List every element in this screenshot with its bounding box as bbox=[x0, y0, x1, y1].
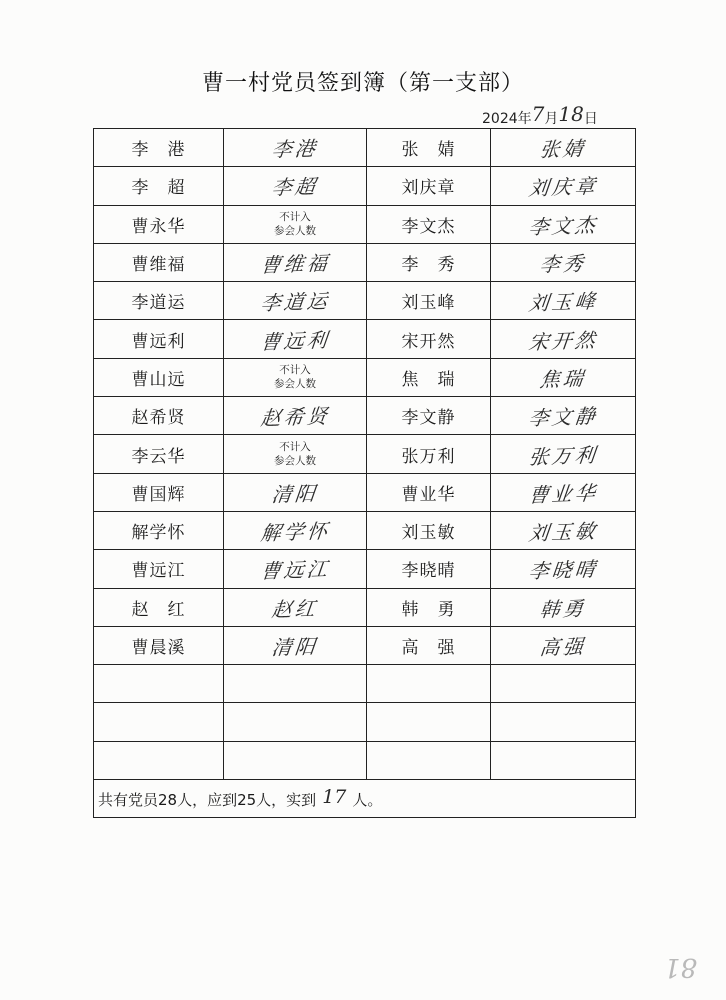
empty-cell bbox=[491, 741, 636, 779]
member-name: 赵希贤 bbox=[94, 397, 224, 435]
member-name: 曹国辉 bbox=[94, 473, 224, 511]
handwritten-signature: 张婧 bbox=[538, 136, 588, 162]
member-name: 高 强 bbox=[367, 626, 491, 664]
handwritten-signature: 韩勇 bbox=[538, 595, 588, 622]
summary-row bbox=[94, 780, 636, 818]
empty-cell bbox=[367, 703, 491, 741]
empty-cell bbox=[491, 703, 636, 741]
signature-cell bbox=[224, 397, 367, 435]
exclusion-note-line: 参会人数 bbox=[274, 455, 316, 468]
signature-cell bbox=[224, 473, 367, 511]
handwritten-signature: 曹远利 bbox=[258, 327, 331, 354]
member-name: 李 秀 bbox=[367, 243, 491, 281]
page-number-mark: 81 bbox=[664, 952, 698, 982]
handwritten-signature: 清阳 bbox=[270, 634, 320, 660]
handwritten-signature: 刘玉峰 bbox=[526, 289, 599, 316]
handwritten-signature: 李文静 bbox=[526, 404, 599, 431]
member-name: 曹业华 bbox=[367, 473, 491, 511]
exclusion-note-cell bbox=[224, 435, 367, 473]
member-name: 李 港 bbox=[94, 129, 224, 167]
signature-cell bbox=[491, 167, 636, 205]
member-name: 宋开然 bbox=[367, 320, 491, 358]
member-name: 李 超 bbox=[94, 167, 224, 205]
member-name: 刘玉峰 bbox=[367, 282, 491, 320]
empty-cell bbox=[94, 703, 224, 741]
handwritten-signature: 李秀 bbox=[538, 251, 588, 277]
empty-cell bbox=[94, 741, 224, 779]
date-month-handwritten: 7 bbox=[531, 102, 545, 126]
member-name: 李云华 bbox=[94, 435, 224, 473]
empty-cell bbox=[367, 741, 491, 779]
table-row bbox=[94, 473, 636, 511]
member-name: 李文杰 bbox=[367, 205, 491, 243]
signature-cell bbox=[224, 320, 367, 358]
table-row bbox=[94, 511, 636, 549]
member-name: 曹晨溪 bbox=[94, 626, 224, 664]
exclusion-note-line: 参会人数 bbox=[274, 378, 316, 391]
empty-cell bbox=[491, 665, 636, 703]
date-line bbox=[482, 104, 598, 128]
empty-cell bbox=[224, 665, 367, 703]
table-row bbox=[94, 550, 636, 588]
member-name: 张万利 bbox=[367, 435, 491, 473]
signature-cell bbox=[491, 511, 636, 549]
member-name: 赵 红 bbox=[94, 588, 224, 626]
handwritten-signature: 宋开然 bbox=[526, 327, 599, 354]
member-name: 李文静 bbox=[367, 397, 491, 435]
signature-cell bbox=[491, 282, 636, 320]
exclusion-note-line: 参会人数 bbox=[274, 225, 316, 238]
attendance-summary bbox=[94, 780, 636, 818]
member-name: 焦 瑞 bbox=[367, 358, 491, 396]
handwritten-signature: 曹远江 bbox=[258, 557, 331, 584]
member-name: 曹永华 bbox=[94, 205, 224, 243]
signature-cell bbox=[491, 473, 636, 511]
handwritten-signature: 张万利 bbox=[526, 442, 599, 469]
handwritten-signature: 李超 bbox=[270, 174, 320, 201]
handwritten-signature: 清阳 bbox=[270, 481, 320, 507]
signature-cell bbox=[491, 435, 636, 473]
actual-count-handwritten: 17 bbox=[322, 785, 347, 808]
signature-cell bbox=[224, 129, 367, 167]
handwritten-signature: 刘玉敏 bbox=[526, 518, 599, 546]
date-month-suffix: 月 bbox=[544, 111, 559, 127]
member-name: 刘玉敏 bbox=[367, 511, 491, 549]
signature-cell bbox=[224, 511, 367, 549]
member-name: 张 婧 bbox=[367, 129, 491, 167]
table-row bbox=[94, 167, 636, 205]
table-row bbox=[94, 626, 636, 664]
signature-cell bbox=[491, 550, 636, 588]
signature-cell bbox=[224, 588, 367, 626]
member-name: 李道运 bbox=[94, 282, 224, 320]
member-name: 曹维福 bbox=[94, 243, 224, 281]
table-row bbox=[94, 205, 636, 243]
exclusion-note-line: 不计入 bbox=[279, 211, 311, 224]
table-row bbox=[94, 435, 636, 473]
table-row bbox=[94, 588, 636, 626]
member-name: 曹山远 bbox=[94, 358, 224, 396]
exclusion-note-line: 不计入 bbox=[279, 364, 311, 377]
empty-row bbox=[94, 741, 636, 779]
handwritten-signature: 李文杰 bbox=[526, 212, 599, 239]
exclusion-note-cell bbox=[224, 205, 367, 243]
handwritten-signature: 解学怀 bbox=[258, 518, 331, 546]
handwritten-signature: 赵希贤 bbox=[258, 404, 331, 431]
table-row bbox=[94, 397, 636, 435]
empty-cell bbox=[224, 741, 367, 779]
exclusion-note-line: 不计入 bbox=[279, 441, 311, 454]
signature-cell bbox=[491, 320, 636, 358]
date-day-handwritten: 18 bbox=[558, 102, 584, 126]
member-name: 刘庆章 bbox=[367, 167, 491, 205]
empty-cell bbox=[94, 665, 224, 703]
page-title: 曹一村党员签到簿（第一支部） bbox=[201, 71, 524, 96]
handwritten-signature: 曹业华 bbox=[526, 480, 599, 508]
signature-cell bbox=[224, 626, 367, 664]
empty-cell bbox=[224, 703, 367, 741]
empty-cell bbox=[367, 665, 491, 703]
empty-row bbox=[94, 703, 636, 741]
table-row bbox=[94, 129, 636, 167]
signature-cell bbox=[491, 588, 636, 626]
table-row bbox=[94, 282, 636, 320]
member-name: 曹远江 bbox=[94, 550, 224, 588]
handwritten-signature: 赵红 bbox=[270, 595, 320, 622]
member-name: 曹远利 bbox=[94, 320, 224, 358]
signature-cell bbox=[224, 167, 367, 205]
handwritten-signature: 李道运 bbox=[258, 289, 331, 316]
handwritten-signature: 李港 bbox=[270, 136, 320, 162]
signature-cell bbox=[224, 282, 367, 320]
summary-prefix: 共有党员28人，应到25人，实到 bbox=[98, 790, 317, 809]
handwritten-signature: 焦瑞 bbox=[538, 366, 588, 392]
member-name: 解学怀 bbox=[94, 511, 224, 549]
handwritten-signature: 刘庆章 bbox=[526, 174, 599, 201]
signature-cell bbox=[224, 243, 367, 281]
member-name: 韩 勇 bbox=[367, 588, 491, 626]
empty-row bbox=[94, 665, 636, 703]
summary-suffix: 人。 bbox=[352, 790, 383, 809]
date-year: 2024年 bbox=[482, 111, 532, 127]
member-name: 李晓晴 bbox=[367, 550, 491, 588]
signature-cell bbox=[224, 550, 367, 588]
exclusion-note-cell bbox=[224, 358, 367, 396]
signature-cell bbox=[491, 243, 636, 281]
signature-cell bbox=[491, 205, 636, 243]
signature-cell bbox=[491, 129, 636, 167]
table-row bbox=[94, 320, 636, 358]
handwritten-signature: 高强 bbox=[538, 634, 588, 660]
table-row bbox=[94, 358, 636, 396]
table-row bbox=[94, 243, 636, 281]
signature-cell bbox=[491, 358, 636, 396]
handwritten-signature: 李晓晴 bbox=[526, 557, 599, 584]
date-day-suffix: 日 bbox=[583, 111, 598, 127]
signature-cell bbox=[491, 397, 636, 435]
handwritten-signature: 曹维福 bbox=[258, 250, 331, 278]
sign-in-table bbox=[93, 128, 636, 818]
signature-cell bbox=[491, 626, 636, 664]
